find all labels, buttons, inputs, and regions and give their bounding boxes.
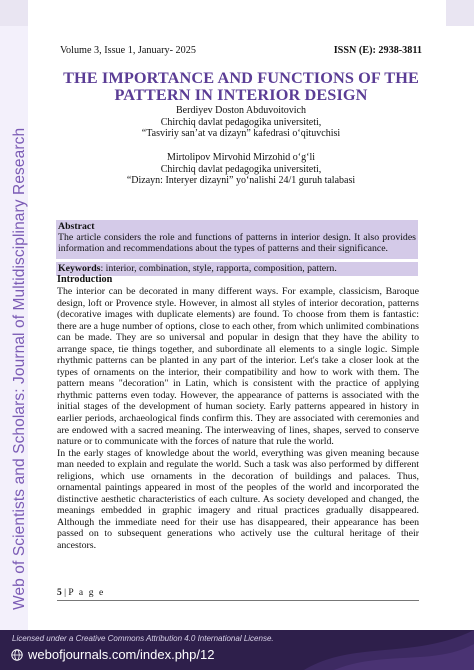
author-name: Berdiyev Doston Abduvoitovich [176,105,306,116]
footer-wave-decoration [304,630,474,670]
corner-decoration-right [446,0,474,26]
journal-url-link[interactable]: webofjournals.com/index.php/12 [28,647,215,662]
keywords-label: Keywords [58,263,101,274]
author-department: “Tasviriy san’at va dizayn” kafedrasi o‘qituvchisi [141,128,341,140]
page-separator: | [61,588,69,598]
volume-info: Volume 3, Issue 1, January- 2025 [60,45,196,56]
journal-sidebar [0,0,45,630]
abstract-text: The article considers the role and functions of patterns in interior design. It also provides information and recommendations about the types of patterns and their significance. [58,231,416,254]
globe-icon [11,649,23,661]
title-line-2: PATTERN IN INTERIOR DESIGN [114,85,368,104]
page-footer [0,630,474,670]
article-title [55,69,427,103]
author-1 [55,105,427,140]
body-paragraph: In the early stages of knowledge about the world, everything was given meaning because man needed to explain and regulate the world. Such a task was also performed by different religions, which use ornaments in the decoration of buildings and palaces. Thus, ornamental paintings appeared in most of the peoples of the world and incorporated the distinctive aesthetic characteristics of each culture. As society developed and changed, the meanings embedded in graphic imagery and ritual practices gradually disappeared. Although the immediate need for their use has disappeared, their appearance has been passed on to subsequent generations who actively use the cultural heritage of their ancestors. [57,447,419,552]
introduction-heading: Introduction [57,274,113,285]
author-affiliation: Chirchiq davlat pedagogika universiteti, [160,116,322,128]
author-2 [55,152,427,187]
author-department: “Dizayn: Interyer dizayni” yo‘nalishi 24/1 guruh talabasi [126,175,356,187]
issn-info: ISSN (E): 2938-3811 [333,45,422,56]
title-line-1: THE IMPORTANCE AND FUNCTIONS OF THE [63,68,419,87]
keywords-text: : interior, combination, style, rapporta, composition, pattern. [100,263,337,274]
body-paragraph: The interior can be decorated in many different ways. For example, classicism, Baroque design, loft or Provence style. However, in almost all styles of interior decoration, patterns (decorative images with duplicate elements) are found. To choose from them is fantastic: there are a huge number of options, close to each other, from which unlimited combinations can be made. They are so universal and popular in design that they have the ability to arrange space, tie things together, and subordinate all elements to a single logic. Simple rhythmic patterns can be planted in any part of the interior. Let's take a closer look at the types of ornaments on the interior, their compatibility and how to work with them. The pattern means "decoration" in Latin, which is consistent with the practice of applying rhythmic patterns even today. However, the appearance of patterns is associated with the initial stages of the development of human society. Early patterns appeared in history in earlier periods, archaeological finds confirm this. They are associated with ceremonies and are endowed with a sacred meaning. The interweaving of lines, shapes, served to conserve nature or to communicate with the forces of nature that rule the world. [57,286,419,448]
journal-header [60,45,422,56]
page-label: P a g e [68,588,105,598]
license-notice: Licensed under a Creative Commons Attribution 4.0 International License. [12,634,274,643]
author-name: Mirtolipov Mirvohid Mirzohid o‘g‘li [166,152,316,163]
abstract-heading: Abstract [58,221,95,232]
footer-divider [57,600,419,601]
page-number [57,588,105,598]
page-number-value: 5 [57,588,62,598]
abstract-section [56,220,418,259]
author-affiliation: Chirchiq davlat pedagogika universiteti, [160,163,322,175]
journal-title-vertical: Web of Scientists and Scholars: Journal of Multidisciplinary Research [11,127,28,610]
introduction-body [57,286,419,552]
